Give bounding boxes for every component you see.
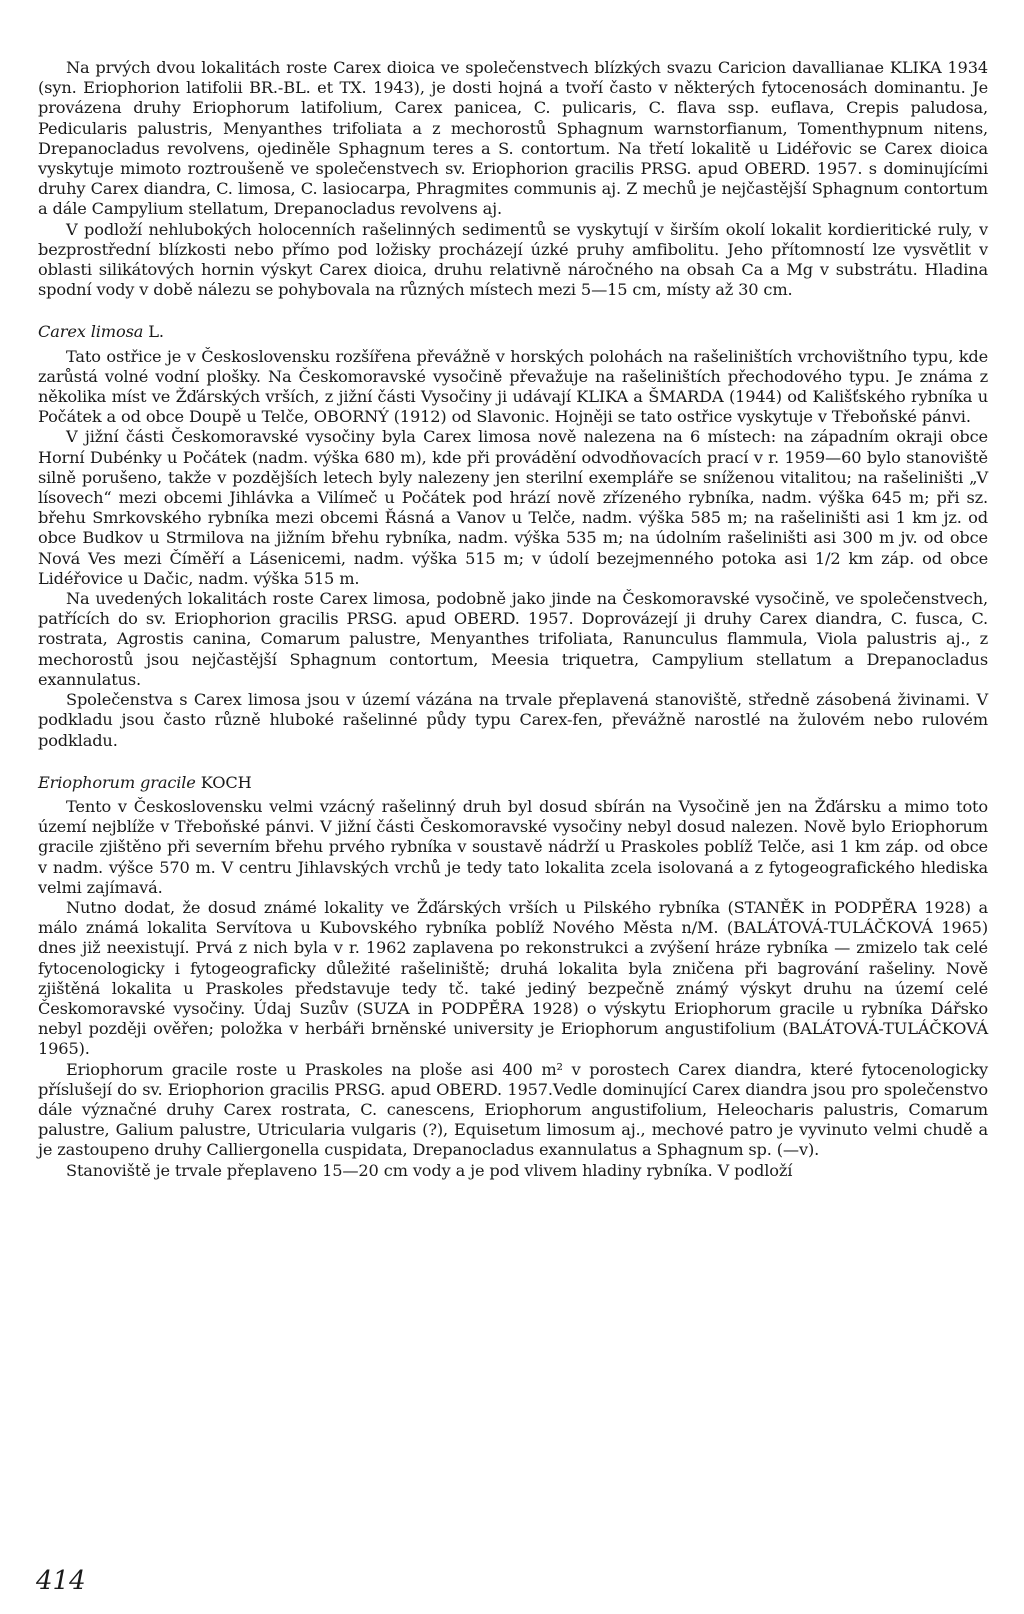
paragraph: V jižní části Českomoravské vysočiny byla Carex limosa nově nalezena na 6 místech: na západním okraji obce Horní Dubénky u Počátek (nadm. výška 680 m), kde při provádění odvodňovacích prací v r. 1959—60 bylo stanoviště silně porušeno, takže v pozdějších letech byly nalezeny jen sterilní exempláře se sníženou vitalitou; na rašeliništi „V lísovech“ mezi obcemi Jihlávka a Vilímeč u Počátek pod hrází nově zřízeného rybníka, nadm. výška 645 m; při sz. břehu Smrkovského rybníka mezi obcemi Řásná a Vanov u Telče, nadm. výška 585 m; na rašeliništi asi 1 km jz. od obce Budkov u Strmilova na jižním břehu rybníka, nadm. výška 535 m; na údolním rašeliništi asi 300 m jv. od obce Nová Ves mezi Číměří a Lásenicemi, nadm. výška 515 m; v údolí bezejmenného potoka asi 1/2 km záp. od obce Lidéřovice u Dačic, nadm. výška 515 m. bbox=[38, 427, 988, 588]
paragraph: V podloží nehlubokých holocenních rašelinných sedimentů se vyskytují v širším okolí lokalit kordieritické ruly, v bezprostřední blízkosti nebo přímo pod ložisky procházejí úzké pruhy amfibolitu. Jeho přítomností lze vysvětlit v oblasti silikátových hornin výskyt Carex dioica, druhu relativně náročného na obsah Ca a Mg v substrátu. Hladina spodní vody v době nálezu se pohybovala na různých místech mezi 5—15 cm, místy až 30 cm. bbox=[38, 219, 988, 300]
paragraph: Stanoviště je trvale přeplaveno 15—20 cm vody a je pod vlivem hladiny rybníka. V podloží bbox=[66, 1160, 793, 1180]
paragraph: Na uvedených lokalitách roste Carex limosa, podobně jako jinde na Českomoravské vysočině, ve společenstvech, patřících do sv. Eriophorion gracilis PRSG. apud OBERD. 1957. Doprovázejí ji druhy Carex diandra, C. fusca, C. rostrata, Agrostis canina, Comarum palustre, Menyanthes trifoliata, Ranunculus flammula, Viola palustris aj., z mechorostů jsou nejčastější Sphagnum contortum, Meesia triquetra, Campylium stellatum a Drepanocladus exannulatus. bbox=[38, 589, 988, 689]
taxon-name: Carex limosa bbox=[38, 322, 144, 342]
section-heading-eriophorum-gracile bbox=[38, 773, 988, 793]
paragraph: Tato ostřice je v Československu rozšířena převážně v horských polohách na rašeliništích vrchovištního typu, kde zarůstá volné vodní plošky. Na Českomoravské vysočině převažuje na rašeliništích přechodového typu. Je známa z několika míst ve Žďárských vrších, z jižní části Vysočiny ji udávají KLIKA a ŠMARDA (1944) od Kališťského rybníka u Počátek a od obce Doupě u Telče, OBORNÝ (1912) od Slavonic. Hojněji se tato ostřice vyskytuje v Třeboňské pánvi. bbox=[38, 346, 988, 427]
taxon-author: L. bbox=[148, 322, 164, 342]
section-heading-carex-limosa bbox=[38, 322, 988, 342]
paragraph: Společenstva s Carex limosa jsou v území vázána na trvale přeplavená stanoviště, středně zásobená živinami. V podkladu jsou často různě hluboké rašelinné půdy typu Carex-fen, převážně narostlé na žulovém nebo rulovém podkladu. bbox=[38, 690, 988, 750]
paragraph: Eriophorum gracile roste u Praskoles na ploše asi 400 m² v porostech Carex diandra, které fytocenologicky příslušejí do sv. Eriophorion gracilis PRSG. apud OBERD. 1957.Vedle dominující Carex diandra jsou pro společenstvo dále význačné druhy Carex rostrata, C. canescens, Eriophorum angustifolium, Heleocharis palustris, Comarum palustre, Galium palustre, Utricularia vulgaris (?), Equisetum limosum aj., mechové patro je vyvinuto velmi chudě a je zastoupeno druhy Calliergonella cuspidata, Drepanocladus exannulatus a Sphagnum sp. (—v). bbox=[38, 1059, 988, 1160]
page-number: 414 bbox=[36, 1566, 86, 1596]
taxon-name: Eriophorum gracile bbox=[38, 772, 196, 792]
article-body bbox=[38, 58, 988, 1181]
paragraph: Nutno dodat, že dosud známé lokality ve Žďárských vrších u Pilského rybníka (STANĚK in PODPĚRA 1928) a málo známá lokalita Servítova u Kubovského rybníka poblíž Nového Města n/M. (BALÁTOVÁ-TULÁČKOVÁ 1965) dnes již neexistují. Prvá z nich byla v r. 1962 zaplavena po rekonstrukci a zvýšení hráze rybníka — zmizelo tak celé fytocenologicky i fytogeograficky důležité rašeliniště; druhá lokalita byla zničena při bagrování rašeliny. Nově zjištěná lokalita u Praskoles představuje tedy tč. také jediný bezpečně známý výskyt druhu na území celé Českomoravské vysočiny. Údaj Suzův (SUZA in PODPĚRA 1928) o výskytu Eriophorum gracile u rybníka Dářsko nebyl později ověřen; položka v herbáři brněnské university je Eriophorum angustifolium (BALÁTOVÁ-TULÁČKOVÁ 1965). bbox=[38, 897, 988, 1059]
paragraph: Tento v Československu velmi vzácný rašelinný druh byl dosud sbírán na Vysočině jen na Žďársku a mimo toto území nejblíže v Třeboňské pánvi. V jižní části Českomoravské vysočiny nebyl dosud nalezen. Nově bylo Eriophorum gracile zjištěno při severním břehu prvého rybníka v soustavě nádrží u Praskoles poblíž Telče, asi 1 km záp. od obce v nadm. výšce 570 m. V centru Jihlavských vrchů je tedy tato lokalita zcela isolovaná a z fytogeografického hlediska velmi zajímavá. bbox=[38, 796, 988, 897]
paragraph: Na prvých dvou lokalitách roste Carex dioica ve společenstvech blízkých svazu Caricion davallianae KLIKA 1934 (syn. Eriophorion latifolii BR.-BL. et TX. 1943), je dosti hojná a tvoří často v některých fytocenosách dominantu. Je provázena druhy Eriophorum latifolium, Carex panicea, C. pulicaris, C. flava ssp. euflava, Crepis paludosa, Pedicularis palustris, Menyanthes trifoliata a z mechorostů Sphagnum warnstorfianum, Tomenthypnum nitens, Drepanocladus revolvens, ojediněle Sphagnum teres a S. contortum. Na třetí lokalitě u Lidéřovic se Carex dioica vyskytuje mimoto roztroušeně ve společenstvech sv. Eriophorion gracilis PRSG. apud OBERD. 1957. s dominujícími druhy Carex diandra, C. limosa, C. lasiocarpa, Phragmites communis aj. Z mechů je nejčastější Sphagnum contortum a dále Campylium stellatum, Drepanocladus revolvens aj. bbox=[38, 58, 988, 219]
taxon-author: KOCH bbox=[200, 772, 252, 792]
